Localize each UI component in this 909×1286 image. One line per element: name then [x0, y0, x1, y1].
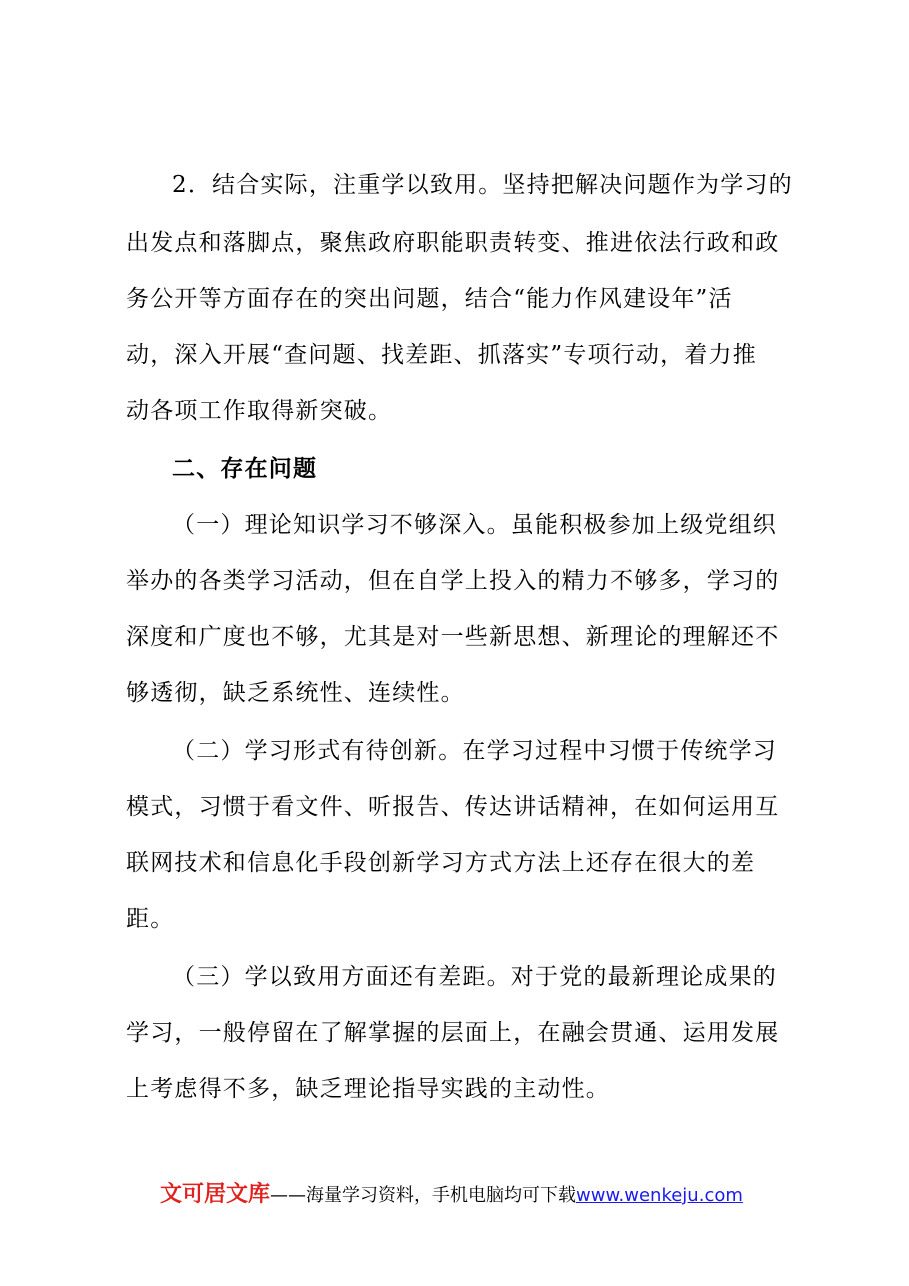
problem3-line-3: 上考虑得不多，缺乏理论指导实践的主动性。: [126, 1076, 610, 1102]
problem2-line-1: （二）学习形式有待创新。在学习过程中习惯于传统学习: [172, 738, 777, 764]
problem3-line-2: 学习，一般停留在了解掌握的层面上，在融会贯通、运用发展: [126, 1020, 780, 1046]
item2-line-4: 动，深入开展“查问题、找差距、抓落实”专项行动，着力推: [126, 342, 757, 368]
problem2-line-3: 联网技术和信息化手段创新学习方式方法上还存在很大的差: [126, 850, 756, 876]
footer-banner: [160, 1183, 743, 1208]
problem1-line-4: 够透彻，缺乏系统性、连续性。: [126, 680, 465, 706]
problem2-line-2: 模式，习惯于看文件、听报告、传达讲话精神，在如何运用互: [126, 794, 780, 820]
problem2-line-4: 距。: [126, 906, 175, 932]
footer-brand: 文可居文库: [160, 1182, 271, 1207]
item2-line-2: 出发点和落脚点，聚焦政府职能职责转变、推进依法行政和政: [126, 230, 780, 256]
problem3-line-1: （三）学以致用方面还有差距。对于党的最新理论成果的: [172, 964, 777, 990]
problem1-line-3: 深度和广度也不够，尤其是对一些新思想、新理论的理解还不: [126, 624, 780, 650]
section-heading-problems: 二、存在问题: [172, 456, 318, 482]
item2-line-1: 2．结合实际，注重学以致用。坚持把解决问题作为学习的: [172, 172, 793, 198]
item2-line-3: 务公开等方面存在的突出问题，结合“能力作风建设年”活: [126, 286, 733, 312]
problem1-line-2: 举办的各类学习活动，但在自学上投入的精力不够多，学习的: [126, 568, 780, 594]
footer-site-link[interactable]: www.wenkeju.com: [576, 1185, 743, 1206]
footer-tagline: ——海量学习资料，手机电脑均可下载: [270, 1185, 577, 1206]
item2-line-5: 动各项工作取得新突破。: [126, 398, 393, 424]
problem1-line-1: （一）理论知识学习不够深入。虽能积极参加上级党组织: [172, 512, 777, 538]
